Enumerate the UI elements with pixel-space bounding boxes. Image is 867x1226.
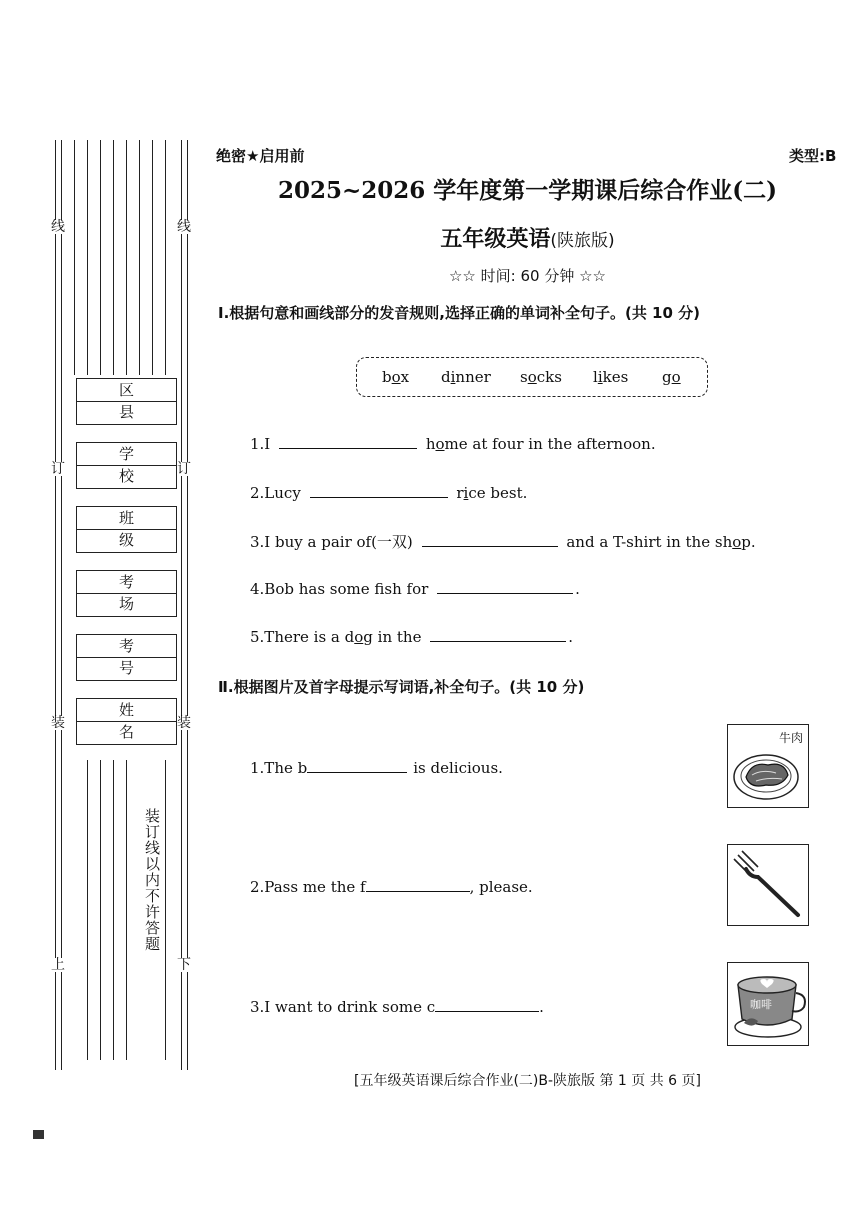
field-school[interactable]: 学校 xyxy=(76,442,177,489)
margin-mark-left-4: 上 xyxy=(51,957,65,973)
word-bank xyxy=(356,357,708,397)
page-footer: [五年级英语课后综合作业(二)B-陕旅版 第 1 页 共 6 页] xyxy=(353,1073,702,1089)
margin-mark-right-1: 线 xyxy=(177,219,191,235)
coffee-picture xyxy=(727,962,809,1046)
time-limit: ☆☆ 时间: 60 分钟 ☆☆ xyxy=(448,267,606,285)
section2-heading: Ⅱ.根据图片及首字母提示写词语,补全句子。(共 10 分) xyxy=(218,678,585,696)
coffee-label: 咖啡 xyxy=(750,998,772,1011)
word-likes: likes xyxy=(593,368,629,386)
section1-heading: Ⅰ.根据句意和画线部分的发音规则,选择正确的单词补全句子。(共 10 分) xyxy=(218,304,701,322)
field-class[interactable]: 班级 xyxy=(76,506,177,553)
answer-blank[interactable] xyxy=(422,532,558,547)
answer-blank[interactable] xyxy=(307,758,407,773)
field-exam-room[interactable]: 考场 xyxy=(76,570,177,617)
s1-question-5: 5.There is a dog in the . xyxy=(250,628,574,646)
s1-question-4: 4.Bob has some fsh for . xyxy=(250,580,580,598)
s2-question-2: 2.Pass me the f , please. xyxy=(250,878,533,896)
subtitle-main: 五年级英语 xyxy=(440,227,551,252)
word-dinner: dinner xyxy=(441,368,491,386)
no-answer-notice: 装订线以内不许答题 xyxy=(143,808,161,952)
answer-blank[interactable] xyxy=(310,483,448,498)
s2-question-3: 3.I want to drink some c . xyxy=(250,998,544,1016)
fork-icon xyxy=(728,845,808,925)
field-exam-number[interactable]: 考号 xyxy=(76,634,177,681)
beef-label: 牛肉 xyxy=(778,731,803,745)
corner-mark xyxy=(33,1130,44,1139)
beef-picture xyxy=(727,724,809,808)
margin-mark-left-2: 订 xyxy=(51,461,65,477)
field-name[interactable]: 姓名 xyxy=(76,698,177,745)
secret-label: 绝密★启用前 xyxy=(216,147,305,165)
type-label: 类型:B xyxy=(789,147,837,165)
page-title: 2025~2026 学年度第一学期课后综合作业(二) xyxy=(277,177,778,204)
answer-blank[interactable] xyxy=(435,997,539,1012)
subtitle-edition: (陕旅版) xyxy=(550,231,615,251)
word-box: box xyxy=(382,368,410,386)
margin-mark-right-2: 订 xyxy=(177,461,191,477)
field-district[interactable]: 区县 xyxy=(76,378,177,425)
fork-picture xyxy=(727,844,809,926)
answer-blank[interactable] xyxy=(279,434,417,449)
answer-blank[interactable] xyxy=(430,627,566,642)
s1-question-1: 1.I home at four in the afternoon. xyxy=(250,435,656,453)
margin-mark-right-3: 装 xyxy=(177,715,191,731)
subtitle xyxy=(0,219,867,253)
margin-mark-left-3: 装 xyxy=(51,715,65,731)
s1-question-2: 2.Lucy rice best. xyxy=(250,484,528,502)
word-go: go xyxy=(662,368,681,386)
margin-mark-right-4: 下 xyxy=(177,957,191,973)
beef-icon xyxy=(728,725,808,807)
s1-question-3: 3.I buy a pair of(一双) and a T-shirt in the shop. xyxy=(250,533,756,551)
answer-blank[interactable] xyxy=(366,877,470,892)
word-socks: socks xyxy=(520,368,562,386)
margin-mark-left-1: 线 xyxy=(51,219,65,235)
s2-question-1: 1.The b is delicious. xyxy=(250,759,503,777)
answer-blank[interactable] xyxy=(437,579,573,594)
